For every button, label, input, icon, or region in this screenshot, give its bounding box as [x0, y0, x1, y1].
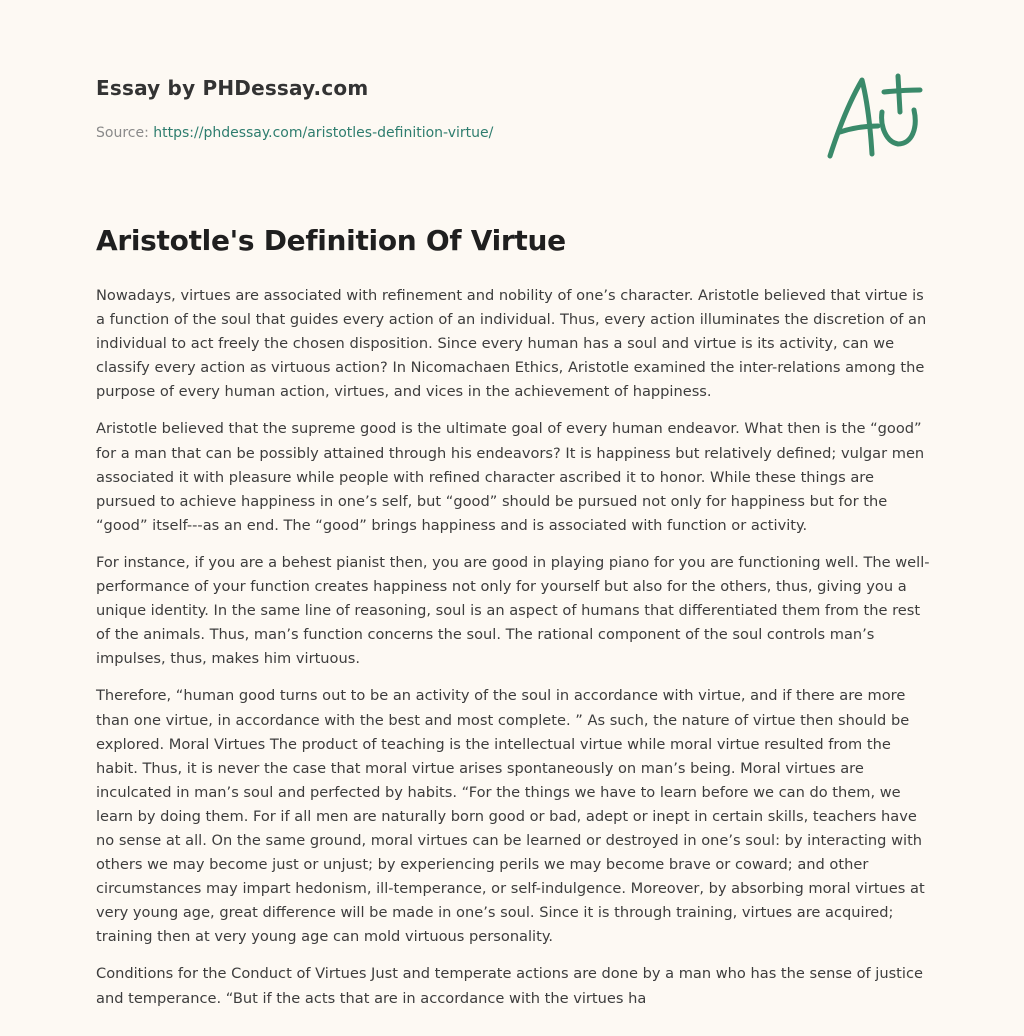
article-body [96, 284, 932, 1024]
source-line [96, 125, 928, 141]
paragraph: Conditions for the Conduct of Virtues Just and temperate actions are done by a man who has the sense of justice and temperance. “But if the acts that are in accordance with the virtues ha [96, 965, 923, 1007]
page-header [96, 76, 928, 141]
source-link[interactable]: https://phdessay.com/aristotles-definition-virtue/ [153, 125, 494, 141]
site-title: Essay by PHDessay.com [96, 76, 369, 100]
paragraph: For instance, if you are a behest pianist then, you are good in playing piano for you are functioning well. The well-performance of your function creates happiness not only for yourself but also for the others, thus, giving you a unique identity. In the same line of reasoning, soul is an aspect of humans that differentiated them from the rest of the animals. Thus, man’s function concerns the soul. The rational component of the soul controls man’s impulses, thus, makes him virtuous. [96, 553, 930, 668]
paragraph: Therefore, “human good turns out to be an activity of the soul in accordance with virtue, and if there are more than one virtue, in accordance with the best and most complete. ” As such, the nature of virtue then should be explored. Moral Virtues The product of teaching is the intellectual virtue while moral virtue resulted from the habit. Thus, it is never the case that moral virtue arises spontaneously on man’s being. Moral virtues are inculcated in man’s soul and perfected by habits. “For the things we have to learn before we can do them, we learn by doing them. For if all men are naturally born good or bad, adept or inept in certain skills, teachers have no sense at all. On the same ground, moral virtues can be learned or destroyed in one’s soul: by interacting with others we may become just or unjust; by experiencing perils we may become brave or coward; and other circumstances may impart hedonism, ill-temperance, or self-indulgence. Moreover, by absorbing moral virtues at very young age, great difference will be made in one’s soul. Since it is through training, virtues are acquired; training then at very young age can mold virtuous personality. [96, 687, 925, 946]
paragraph: Aristotle believed that the supreme good is the ultimate goal of every human endeavor. What then is the “good” for a man that can be possibly attained through his endeavors? It is happiness but relatively defined; vulgar men associated it with pleasure while people with refined character ascribed it to honor. While these things are pursued to achieve happiness in one’s self, but “good” should be pursued not only for happiness but for the “good” itself---as an end. The “good” brings happiness and is associated with function or activity. [96, 420, 925, 534]
page-title: Aristotle's Definition Of Virtue [96, 224, 566, 257]
a-plus-logo-icon [820, 66, 930, 166]
source-label: Source: [96, 125, 154, 141]
paragraph: Nowadays, virtues are associated with refinement and nobility of one’s character. Aristotle believed that virtue is a function of the soul that guides every action of an individual. Thus, every action illuminates the discretion of an individual to act freely the chosen disposition. Since every human has a soul and virtue is its activity, can we classify every action as virtuous action? In Nicomachaen Ethics, Aristotle examined the inter-relations among the purpose of every human action, virtues, and vices in the achievement of happiness. [96, 287, 927, 401]
